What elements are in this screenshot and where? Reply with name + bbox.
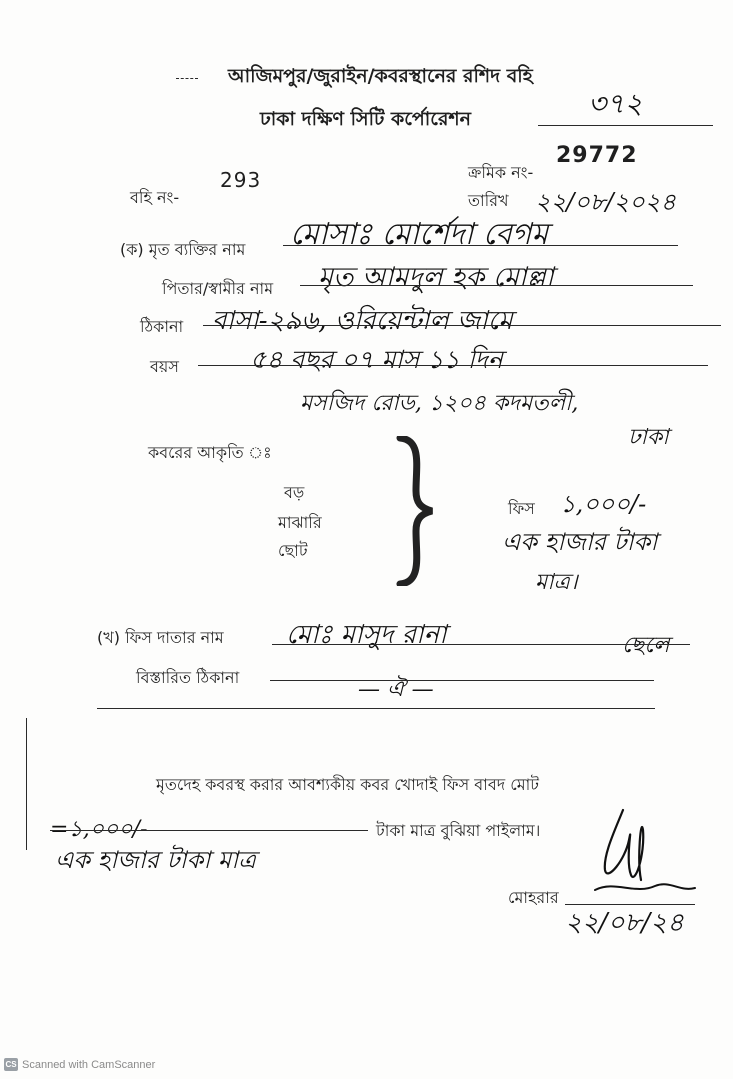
detail-address-rule: [270, 680, 654, 681]
father-name-value: মৃত আমদুল হক মোল্লা: [318, 262, 554, 293]
corporation-name: ঢাকা দক্ষিণ সিটি কর্পোরেশন: [260, 108, 471, 130]
serial-number: 29772: [556, 143, 638, 168]
handwritten-ref-number: ৩৭২: [588, 87, 643, 120]
fee-label: ফিস: [508, 499, 535, 518]
address-continuation-2: ঢাকা: [628, 425, 669, 450]
deceased-name-rule: [283, 245, 678, 246]
fee-payer-relation: ছেলে: [622, 633, 670, 658]
receipt-statement: মৃতদেহ কবরস্থ করার আবশ্যকীয় কবর খোদাই ফিস বাবদ মোট: [156, 775, 539, 794]
fee-payer-label: (খ) ফিস দাতার নাম: [97, 628, 224, 647]
serial-label: ক্রমিক নং-: [468, 163, 534, 182]
title-rule-left: [176, 78, 198, 79]
father-name-label: পিতার/স্বামীর নাম: [162, 279, 274, 298]
fee-payer-value: মোঃ মাসুদ রানা: [286, 620, 447, 650]
receipt-title: আজিমপুর/জুরাইন/কবরস্থানের রশিদ বহি: [228, 65, 533, 87]
address-value: বাসা-২৯৬, ওরিয়েন্টাল জামে: [212, 306, 513, 336]
fee-payer-rule: [272, 644, 690, 645]
book-label: বহি নং-: [130, 188, 180, 207]
father-name-rule: [300, 285, 693, 286]
amount-rule: [50, 830, 368, 831]
detail-address-label: বিস্তারিত ঠিকানা: [136, 668, 240, 687]
book-number: 293: [220, 168, 262, 192]
amount-in-words: এক হাজার টাকা মাত্র: [55, 846, 256, 874]
camscanner-text: Scanned with CamScanner: [22, 1058, 156, 1071]
date-label: তারিখ: [468, 191, 509, 210]
fee-value: ১,০০০/-: [560, 490, 647, 518]
address-rule: [203, 325, 721, 326]
taka-received-text: টাকা মাত্র বুঝিয়া পাইলাম।: [376, 821, 541, 840]
clerk-label: মোহরার: [508, 888, 559, 907]
amount-handwritten: =১,০০০/-: [50, 817, 148, 842]
camscanner-watermark: [4, 1058, 155, 1071]
deceased-name-label: (ক) মৃত ব্যক্তির নাম: [120, 240, 246, 259]
grave-size-small: ছোট: [278, 541, 308, 560]
curly-brace-icon: [388, 436, 438, 586]
fee-in-words-2: মাত্র।: [535, 570, 578, 595]
clerk-signature: [585, 800, 705, 910]
age-value: ৫৪ বছর ০৭ মাস ১১ দিন: [250, 345, 503, 374]
clerk-date: ২২/০৮/২৪: [565, 908, 684, 938]
detail-address-value: — ঐ —: [358, 677, 434, 702]
camscanner-logo-icon: CS: [5, 1060, 17, 1069]
address-continuation: মসজিদ রোড, ১২০৪ কদমতলী,: [300, 391, 579, 416]
grave-size-large: বড়: [284, 483, 305, 502]
deceased-name-value: মোসাঃ মোর্শেদা বেগম: [290, 217, 549, 252]
address-label: ঠিকানা: [140, 317, 184, 336]
grave-size-medium: মাঝারি: [278, 513, 322, 532]
grave-shape-label: কবরের আকৃতি ঃ: [148, 443, 272, 462]
left-margin-rule: [26, 718, 27, 850]
date-value: ২২/০৮/২০২৪: [535, 188, 676, 216]
age-label: বয়স: [150, 357, 179, 376]
detail-address-rule-2: [97, 708, 655, 709]
age-rule: [198, 365, 708, 366]
fee-in-words: এক হাজার টাকা: [502, 528, 658, 556]
